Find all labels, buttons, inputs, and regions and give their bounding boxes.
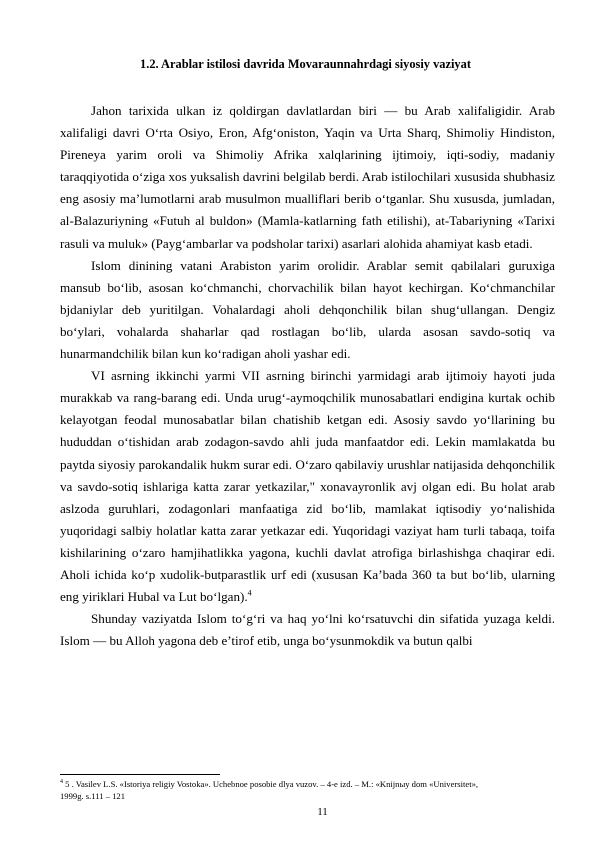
footnote — [60, 779, 555, 802]
page-number: 11 — [317, 806, 328, 818]
footnote-reference[interactable]: 4 — [247, 588, 252, 598]
footnote-separator — [60, 774, 220, 775]
paragraph: Jahon tarixida ulkan iz qoldirgan davlatlardan biri — bu Arab xalifaligidir. Arab xalifaligi davri O‘rta Osiyo, Eron, Afg‘oniston, Yaqin va Urta Sharq, Shimoliy Hindiston, Pireneya yarim oroli va Shimoliy Afrika xalqlarining ijtimoiy, iqti-sodiy, madaniy taraqqiyotida o‘ziga xos yuksalish davrini belgilab berdi. Arab istilochilari xususida shubhasiz eng asosiy ma’lumotlarni arab musulmon mualliflari berib o‘tganlar. Shu xususda, jumladan, al-Balazuriyning «Futuh al buldon» (Mamla-katlarning fath etilishi), at-Tabariyning «Tarixi rasuli va muluk» (Payg‘ambarlar va podsholar tarixi) asarlari alohida ahamiyat kasb etadi. — [60, 103, 555, 251]
section-heading: 1.2. Arablar istilosi davrida Movaraunnahrdagi siyosiy vaziyat — [140, 57, 471, 71]
paragraph-text: VI asrning ikkinchi yarmi VII asrning birinchi yarmidagi arab ijtimoiy hayoti juda murakkab va rang-barang edi. Unda urug‘-aymoqchilik munosabatlari endigina kurtak ochib kelayotgan feodal munosabatlar bilan chatishib ketgan edi. Asosiy savdo yo‘llarining bu hududdan o‘tishidan arab zodagon-savdo ahli juda manfaatdor edi. Lekin mamlakatda bu paytda siyosiy parokandalik hukm surar edi. O‘zaro qabilaviy urushlar natijasida dehqonchilik va savdo-sotiq ishlariga katta zarar yetkazilar," xonavayronlik avj olgan edi. Bu holat arab aslzoda guruhlari, zodagonlari manfaatiga zid bo‘lib, mamlakat iqtisodiy yo‘nalishida yuqoridagi salbiy holatlar katta zarar yetkazar edi. Yuqoridagi vaziyat ham turli tabaqa, toifa kishilarining o‘zaro hamjihatlikka yagona, kuchli davlat atrofiga birlashishga chaqirar edi. Aholi ichida ko‘p xudolik-butparastlik urf edi (xususan Ka’bada 360 ta but bo‘lib, ularning eng yiriklari Hubal va Lut bo‘lgan). — [60, 368, 555, 605]
paragraph — [60, 365, 555, 608]
footnote-line — [60, 779, 555, 791]
body-text — [60, 100, 555, 652]
footnote-line: 1999g. s.111 – 121 — [60, 790, 126, 801]
footnote-text: 5 . Vasilev L.S. «Istoriya religiy Vostoka». Uchebnoe posobie dlya vuzov. – 4-e izd. – M.: «Knijnыy dom «Universitet», — [63, 779, 479, 789]
footnote-marker: 4 — [60, 779, 63, 786]
paragraph: Islom dinining vatani Arabiston yarim orolidir. Arablar semit qabilalari guruxiga mansub bo‘lib, asosan ko‘chmanchi, chorvachilik bilan hayot kechirgan. Ko‘chmanchilar bjdaniylar deb yuritilgan. Vohalardagi aholi dehqonchilik bilan shug‘ullangan. Dengiz bo‘ylari, vohalarda shaharlar qad rostlagan bo‘lib, ularda asosan savdo-sotiq va hunarmandchilik bilan kun ko‘radigan aholi yashar edi. — [60, 257, 555, 362]
paragraph: Shunday vaziyatda Islom to‘g‘ri va haq yo‘lni ko‘rsatuvchi din sifatida yuzaga keldi. Islom — bu Alloh yagona deb e’tirof etib, unga bo‘ysunmokdik va butun qalbi — [60, 611, 555, 649]
